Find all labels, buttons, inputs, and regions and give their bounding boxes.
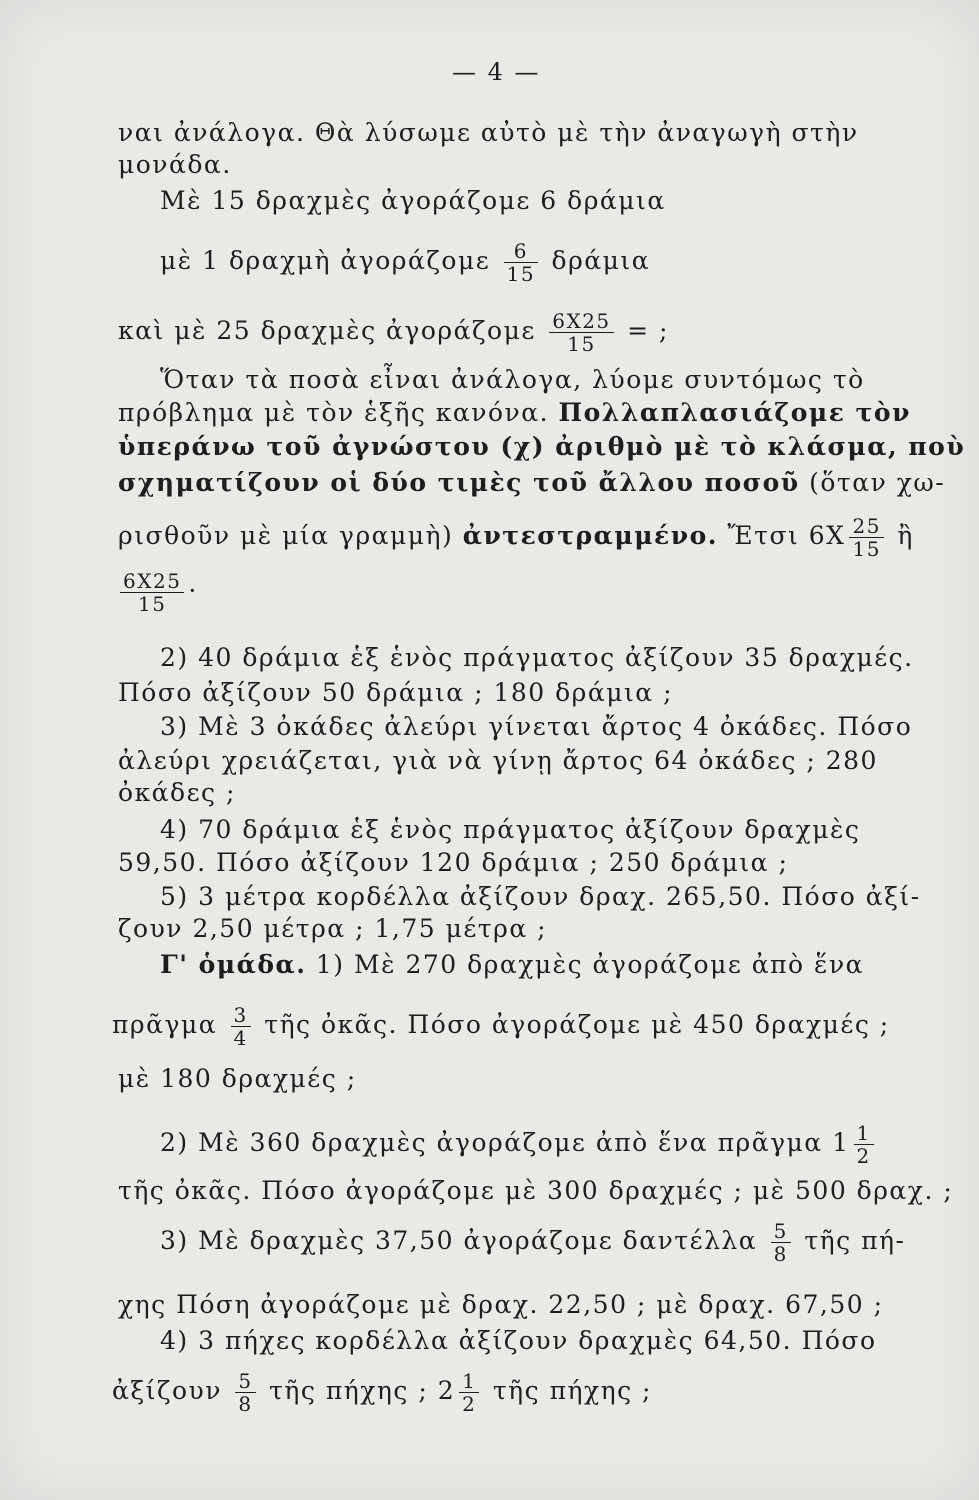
bold-segment: σχηματίζουν οἱ δύο τιμὲς τοῦ ἄλλου ποσοῦ: [118, 468, 800, 497]
text-line: 3) Μὲ 3 ὀκάδες ἀλεύρι γίνεται ἄρτος 4 ὀκάδες. Πόσο: [160, 712, 913, 741]
bold-segment: Πολλαπλασιάζομε τὸν: [558, 398, 911, 427]
text-line: Μὲ 15 δραχμὲς ἀγοράζομε 6 δράμια: [160, 186, 666, 215]
page-number: — 4 —: [452, 58, 541, 86]
fraction: [504, 240, 538, 285]
fraction-numerator: 3: [231, 1004, 251, 1027]
text-line: ζουν 2,50 μέτρα ; 1,75 μέτρα ;: [118, 914, 548, 943]
text-segment: (ὅταν χω-: [809, 468, 946, 497]
fraction-numerator: 1: [854, 1122, 874, 1145]
fraction: [854, 1122, 874, 1167]
text-segment: τῆς πή-: [804, 1226, 906, 1255]
fraction: [231, 1004, 251, 1049]
text-segment: πρόβλημα μὲ τὸν ἑξῆς κανόνα.: [118, 398, 550, 427]
text-line: [112, 1004, 890, 1049]
text-line: Πόσο ἀξίζουν 50 δράμια ; 180 δράμια ;: [118, 678, 674, 707]
text-segment: ·: [188, 576, 198, 605]
fraction-denominator: 15: [506, 262, 536, 286]
fraction: [120, 570, 184, 615]
text-line: 2) 40 δράμια ἑξ ἑνὸς πράγματος ἀξίζουν 35 δραχμές.: [160, 643, 914, 672]
fraction: [549, 310, 613, 355]
fraction-numerator: 6Χ25: [120, 570, 184, 593]
text-line: [118, 515, 914, 560]
fraction-denominator: 15: [137, 592, 167, 616]
fraction-numerator: 6: [504, 240, 538, 263]
text-line: 5) 3 μέτρα κορδέλλα ἀξίζουν δραχ. 265,50. Πόσο ἀξί-: [160, 882, 921, 911]
text-segment: μὲ 1 δραχμὴ ἀγοράζομε: [160, 246, 491, 275]
fraction-numerator: 1: [459, 1370, 479, 1393]
text-line: [112, 1370, 652, 1415]
fraction: [235, 1370, 255, 1415]
text-line: [118, 398, 911, 428]
text-line: ναι ἀνάλογα. Θὰ λύσωμε αὐτὸ μὲ τὴν ἀναγωγὴ στὴν: [118, 118, 859, 147]
text-segment: πρᾶγμα: [112, 1010, 218, 1039]
fraction-denominator: 8: [773, 1242, 788, 1266]
text-line: [160, 950, 864, 980]
text-segment: καὶ μὲ 25 δραχμὲς ἀγοράζομε: [118, 316, 536, 345]
fraction-numerator: 5: [235, 1370, 255, 1393]
text-segment: ἀξίζουν: [112, 1376, 222, 1405]
text-segment: 2) Μὲ 360 δραχμὲς ἀγοράζομε ἀπὸ ἕνα πρᾶγμα 1: [160, 1128, 850, 1157]
text-line: [118, 468, 945, 498]
text-line: ἀλεύρι χρειάζεται, γιὰ νὰ γίνῃ ἄρτος 64 ὀκάδες ; 280: [118, 746, 878, 775]
text-line: ὀκάδες ;: [118, 778, 236, 807]
bold-segment: ἀντεστραμμένο.: [462, 521, 718, 550]
fraction-numerator: 6Χ25: [549, 310, 613, 333]
text-line: 4) 70 δράμια ἑξ ἑνὸς πράγματος ἀξίζουν δραχμὲς: [160, 815, 861, 844]
fraction-denominator: 4: [233, 1026, 248, 1050]
text-line: [160, 1220, 905, 1265]
text-line: 59,50. Πόσο ἀξίζουν 120 δράμια ; 250 δράμια ;: [118, 848, 789, 877]
text-line: μονάδα.: [118, 150, 232, 179]
fraction-denominator: 15: [567, 332, 596, 356]
fraction-denominator: 15: [852, 537, 881, 561]
fraction: [459, 1370, 479, 1415]
text-segment: τῆς πήχης ;: [492, 1376, 652, 1405]
text-line: [116, 570, 198, 615]
fraction-denominator: 2: [856, 1144, 871, 1168]
fraction: [849, 515, 883, 560]
section-heading: Γ' ὁμάδα.: [160, 950, 307, 979]
bold-line: ὑπεράνω τοῦ ἀγνώστου (χ) ἀριθμὸ μὲ τὸ κλάσμα, ποὺ: [118, 432, 966, 461]
fraction-numerator: 25: [849, 515, 883, 538]
text-line: [160, 1122, 878, 1167]
fraction-numerator: 5: [771, 1220, 791, 1243]
text-segment: ρισθοῦν μὲ μία γραμμὴ): [118, 521, 454, 550]
text-segment: 1) Μὲ 270 δραχμὲς ἀγοράζομε ἀπὸ ἕνα: [315, 950, 865, 979]
text-segment: 3) Μὲ δραχμὲς 37,50 ἀγοράζομε δαντέλλα: [160, 1226, 758, 1255]
text-line: Ὅταν τὰ ποσὰ εἶναι ἀνάλογα, λύομε συντόμως τὸ: [160, 365, 865, 394]
text-segment: ἢ: [897, 521, 914, 550]
text-segment: τῆς ὀκᾶς. Πόσο ἀγοράζομε μὲ 450 δραχμές ;: [264, 1010, 890, 1039]
text-line: χης Πόση ἀγοράζομε μὲ δραχ. 22,50 ; μὲ δραχ. 67,50 ;: [118, 1290, 884, 1319]
text-line: [160, 240, 650, 285]
text-line: μὲ 180 δραχμές ;: [118, 1064, 357, 1093]
text-segment: = ;: [627, 316, 669, 345]
fraction-denominator: 2: [462, 1392, 477, 1416]
fraction-denominator: 8: [238, 1392, 253, 1416]
fraction: [771, 1220, 791, 1265]
text-segment: Ἔτσι 6Χ: [727, 521, 846, 550]
text-line: τῆς ὀκᾶς. Πόσο ἀγοράζομε μὲ 300 δραχμές ; μὲ 500 δραχ. ;: [118, 1176, 954, 1205]
text-segment: τῆς πήχης ; 2: [269, 1376, 456, 1405]
text-line: [118, 310, 669, 355]
text-line: 4) 3 πήχες κορδέλλα ἀξίζουν δραχμὲς 64,50. Πόσο: [160, 1326, 877, 1355]
text-segment: δράμια: [551, 246, 651, 275]
